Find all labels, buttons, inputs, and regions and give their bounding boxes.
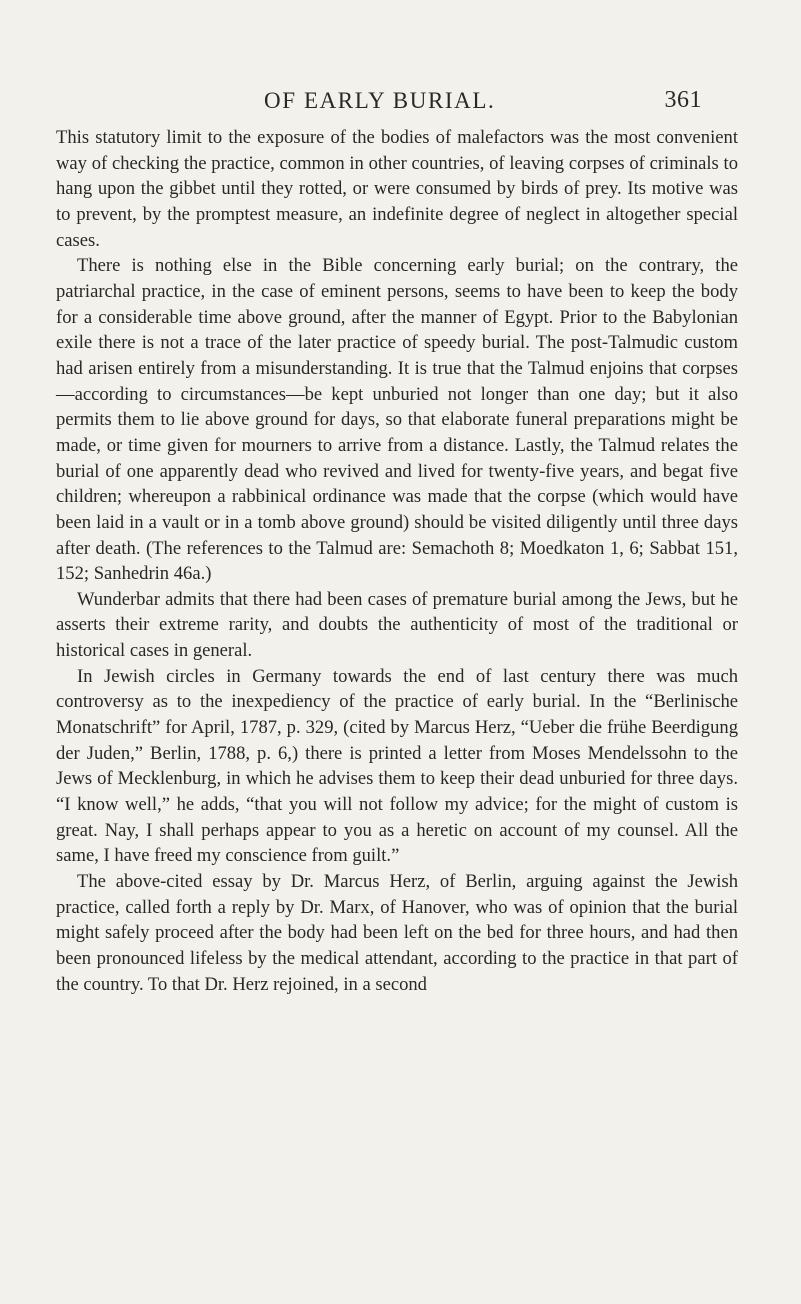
paragraph-4: In Jewish circles in Germany towards the end of last century there was much controversy as to the inexpediency of the practice of early burial. In the “Berlinische Monatschrift” for April, 1787, p. 329, (cited by Marcus Herz, “Ueber die frühe Beerdigung der Juden,” Berlin, 1788, p. 6,) there is printed a letter from Moses Mendelssohn to the Jews of Mecklenburg, in which he advises them to keep their dead unburied for three days. “I know well,” he adds, “that you will not follow my advice; for the might of custom is great. Nay, I shall perhaps appear to you as a heretic on account of my counsel. All the same, I have freed my conscience from guilt.” <box>56 665 738 867</box>
page-number: 361 <box>664 87 702 113</box>
paragraph-3: Wunderbar admits that there had been cases of premature burial among the Jews, but he asserts their extreme rarity, and doubts the authenticity of most of the traditional or historical cases in general. <box>56 588 738 662</box>
paragraph-5: The above-cited essay by Dr. Marcus Herz, of Berlin, arguing against the Jewish practice, called forth a reply by Dr. Marx, of Hanover, who was of opinion that the burial might safely proceed after the body had been left on the bed for three hours, and had then been pronounced lifeless by the medical attendant, according to the practice in that part of the country. To that Dr. Herz rejoined, in a second <box>56 871 738 995</box>
running-header <box>120 88 720 122</box>
body-text <box>56 125 738 997</box>
chapter-title: OF EARLY BURIAL. <box>264 88 496 113</box>
paragraph-1: This statutory limit to the exposure of the bodies of malefactors was the most convenient way of checking the practice, common in other countries, of leaving corpses of criminals to hang upon the gibbet until they rotted, or were consumed by birds of prey. Its motive was to prevent, by the promptest measure, an indefinite degree of neglect in altogether special cases. <box>56 127 738 251</box>
paragraph-2: There is nothing else in the Bible concerning early burial; on the contrary, the patriarchal practice, in the case of eminent persons, seems to have been to keep the body for a considerable time above ground, after the manner of Egypt. Prior to the Babylonian exile there is not a trace of the later practice of speedy burial. The post-Talmudic custom had arisen entirely from a misunderstanding. It is true that the Talmud enjoins that corpses—according to circumstances—be kept unburied not longer than one day; but it also permits them to lie above ground for days, so that elaborate funeral preparations might be made, or time given for mourners to arrive from a distance. Lastly, the Talmud relates the burial of one apparently dead who revived and lived for twenty-five years, and begat five children; whereupon a rabbinical ordinance was made that the corpse (which would have been laid in a vault or in a tomb above ground) should be visited diligently until three days after death. (The references to the Talmud are: Semachoth 8; Moedkaton 1, 6; Sabbat 151, 152; Sanhedrin 46a.) <box>56 255 738 585</box>
